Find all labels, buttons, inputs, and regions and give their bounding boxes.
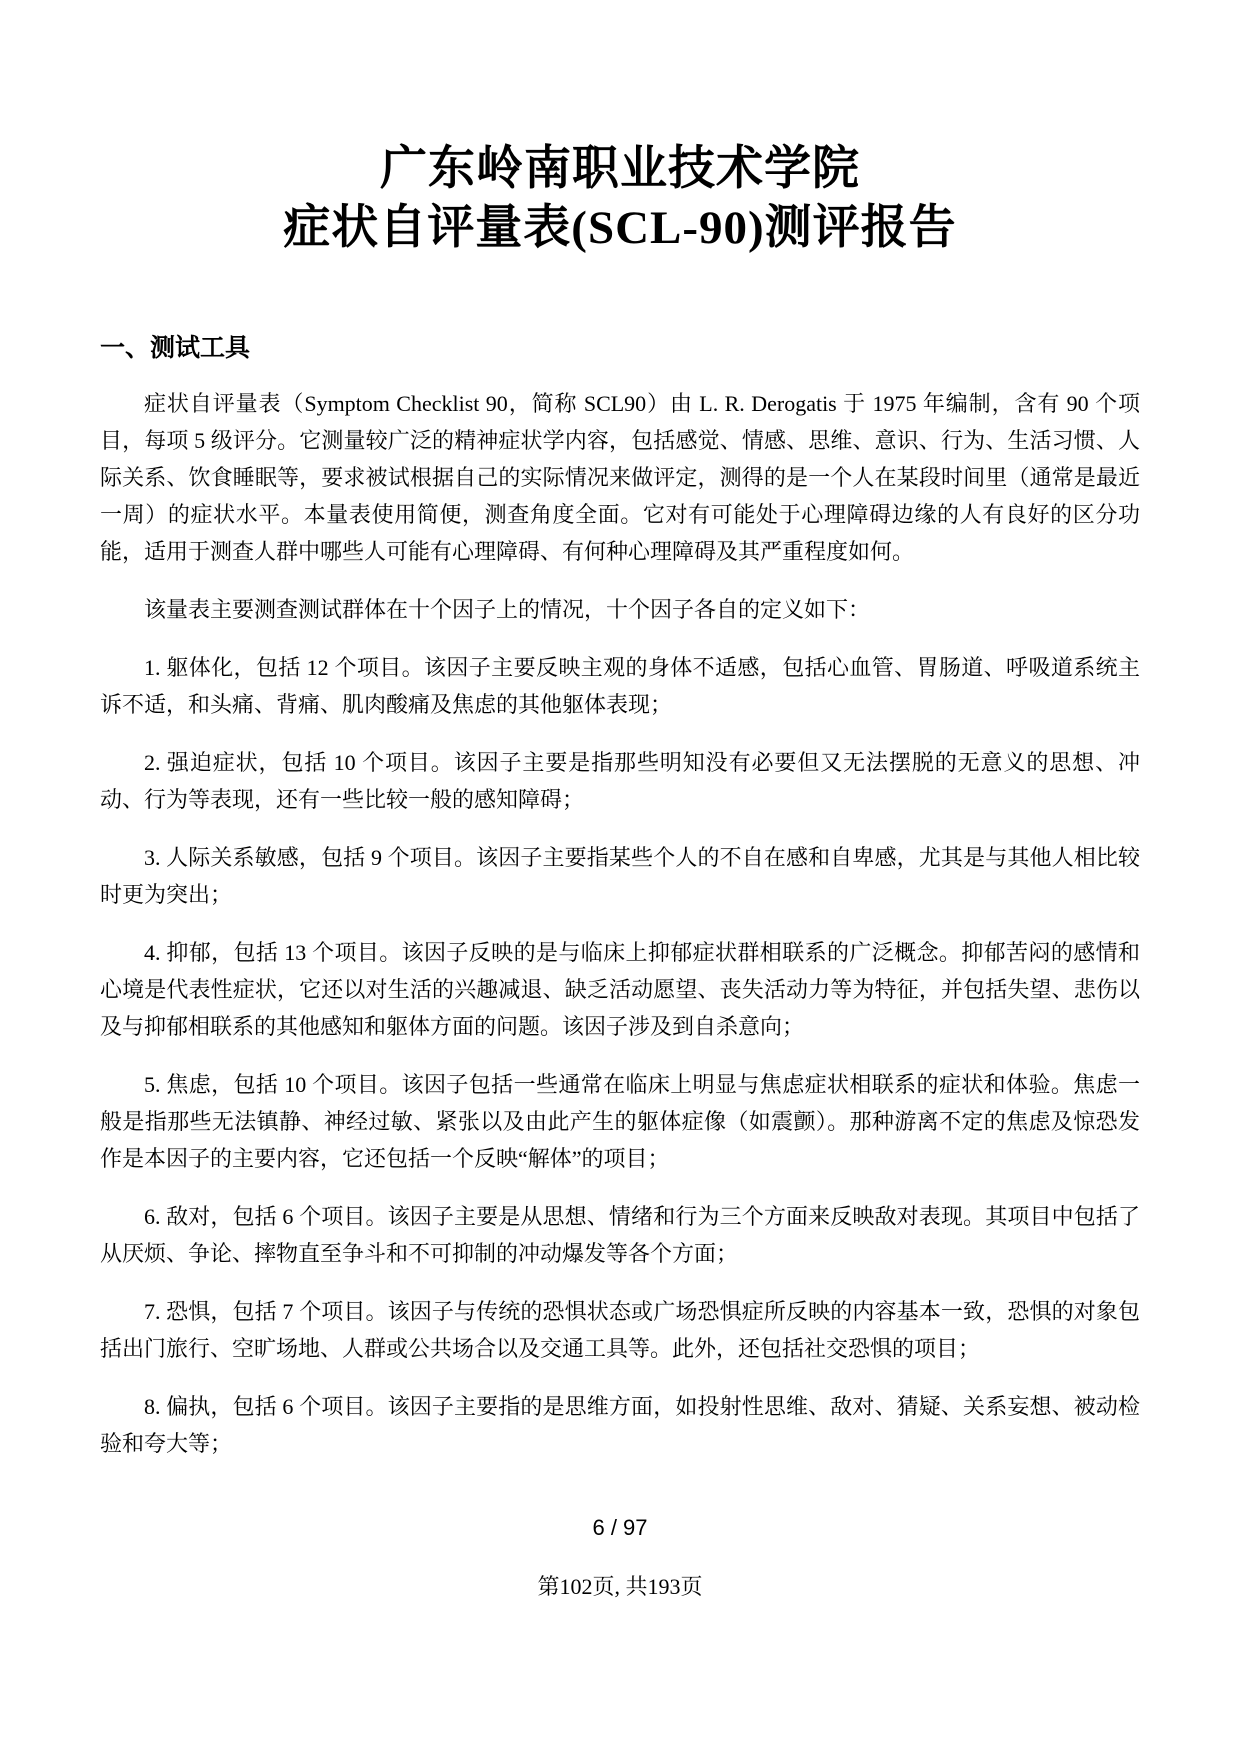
factor-item-4: 4. 抑郁，包括 13 个项目。该因子反映的是与临床上抑郁症状群相联系的广泛概念。抑郁苦闷的感情和心境是代表性症状，它还以对生活的兴趣减退、缺乏活动愿望、丧失活动力等为特征，并包括失望、悲伤以及与抑郁相联系的其他感知和躯体方面的问题。该因子涉及到自杀意向； [100,940,1140,1039]
factor-item-1: 1. 躯体化，包括 12 个项目。该因子主要反映主观的身体不适感，包括心血管、胃肠道、呼吸道系统主诉不适，和头痛、背痛、肌肉酸痛及焦虑的其他躯体表现； [100,655,1140,717]
section-body [100,385,1140,1462]
section-heading-test-tool: 一、测试工具 [100,335,251,362]
document-title [100,140,1140,258]
intro-paragraph-2: 该量表主要测查测试群体在十个因子上的情况，十个因子各自的定义如下： [144,597,871,622]
page-count-label: 第102页, 共193页 [537,1574,703,1599]
page-indicator: 6 / 97 [592,1515,648,1540]
factor-item-6: 6. 敌对，包括 6 个项目。该因子主要是从思想、情绪和行为三个方面来反映敌对表现。其项目中包括了从厌烦、争论、摔物直至争斗和不可抑制的冲动爆发等各个方面； [100,1204,1140,1266]
factor-item-8: 8. 偏执，包括 6 个项目。该因子主要指的是思维方面，如投射性思维、敌对、猜疑、关系妄想、被动检验和夸大等； [100,1394,1140,1456]
factor-item-7: 7. 恐惧，包括 7 个项目。该因子与传统的恐惧状态或广场恐惧症所反映的内容基本一致，恐惧的对象包括出门旅行、空旷场地、人群或公共场合以及交通工具等。此外，还包括社交恐惧的项目； [100,1299,1140,1361]
factor-item-3: 3. 人际关系敏感，包括 9 个项目。该因子主要指某些个人的不自在感和自卑感，尤其是与其他人相比较时更为突出； [100,845,1140,907]
page-footer [100,1509,1140,1605]
document-title-line1: 广东岭南职业技术学院 [380,143,860,195]
factor-item-5: 5. 焦虑，包括 10 个项目。该因子包括一些通常在临床上明显与焦虑症状相联系的症状和体验。焦虑一般是指那些无法镇静、神经过敏、紧张以及由此产生的躯体症像（如震颤）。那种游离不定的焦虑及惊恐发作是本因子的主要内容，它还包括一个反映“解体”的项目； [100,1072,1140,1171]
factor-item-2: 2. 强迫症状，包括 10 个项目。该因子主要是指那些明知没有必要但又无法摆脱的无意义的思想、冲动、行为等表现，还有一些比较一般的感知障碍； [100,750,1140,812]
document-title-line2: 症状自评量表(SCL-90)测评报告 [283,202,957,254]
intro-paragraph-1: 症状自评量表（Symptom Checklist 90，简称 SCL90）由 L. R. Derogatis 于 1975 年编制，含有 90 个项目，每项 5 级评分。它测量较广泛的精神症状学内容，包括感觉、情感、思维、意识、行为、生活习惯、人际关系、饮食睡眠等，要求被试根据自己的实际情况来做评定，测得的是一个人在某段时间里（通常是最近一周）的症状水平。本量表使用简便，测查角度全面。它对有可能处于心理障碍边缘的人有良好的区分功能，适用于测查人群中哪些人可能有心理障碍、有何种心理障碍及其严重程度如何。 [100,391,1140,564]
